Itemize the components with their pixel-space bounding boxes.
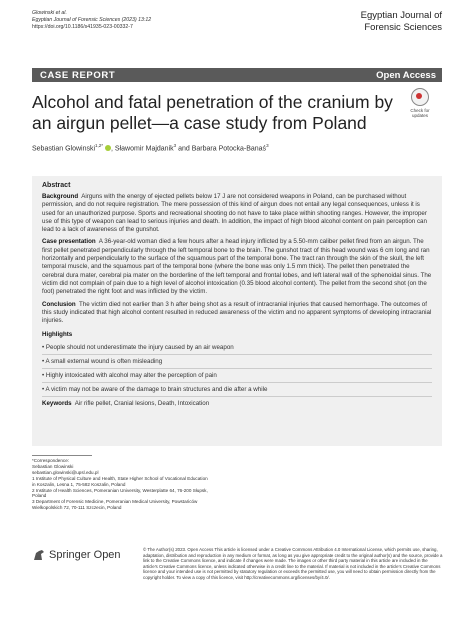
check-updates-icon: [411, 88, 429, 106]
journal-name: Egyptian Journal of Forensic Sciences: [360, 10, 442, 33]
highlight-item: • A small external wound is often misleading: [42, 358, 432, 369]
case-paragraph: Case presentation A 36-year-old woman died a few hours after a head injury inflicted by a 5.50-mm caliber pellet fired from an airgun. The first pellet penetrated perpendicularly through the left temporal bone to the brain. The gunshot tract of this head wound was 6 cm long and ran horizontally and perpendicularly to the surface of the squamous part of the temporal bone. The tract ran through the skin of the skull, the left temporal muscle, and the squamous part of the temporal bone (where the bone was only 1.5 mm thick). The pellet then penetrated the cerebral dura mater, cerebral pia mater on the borderline of the left temporal and frontal lobes, and left lateral wall of the sphenoidal sinus. The victim did not complain of pain due to a high level of alcohol intoxication (0.35 blood alcohol content). The pellet from the second shot (on the foot) penetrated the right foot and was inflicted by the victim.: [42, 238, 432, 296]
keywords-line: Keywords Air rifle pellet, Cranial lesions, Death, Intoxication: [42, 399, 210, 407]
article-title: Alcohol and fatal penetration of the cranium by an airgun pellet—a case study from Poland: [32, 92, 393, 133]
correspondence-email[interactable]: sebastian.glowinski@upsl.edu.pl: [32, 469, 99, 475]
publisher-name: Springer Open: [49, 548, 121, 561]
abstract-heading: Abstract: [42, 182, 71, 189]
abstract-box: [32, 176, 442, 446]
springer-horse-icon: [32, 548, 46, 562]
citation-meta: [32, 10, 151, 31]
author-name: Barbara Potocka-Banaś: [191, 145, 267, 153]
author-name: Sebastian Glowinski: [32, 145, 96, 153]
citation: Glowinski et al.: [32, 10, 67, 16]
background-paragraph: Background Airguns with the energy of ejected pellets below 17 J are not considered weapons in Poland, can be purchased without permission, and do not require registration. The mere possession of this kind of airgun does not entail any legal consequences, unless it is used for an unauthorized purpose. Sports and recreational shooting do not have to take place within shooting ranges. However, the improper use of this type of weapon can lead to serious injuries and death. In addition, the impact of high blood alcohol content on pain perception can lead to a lack of awareness of the gunshot.: [42, 193, 427, 234]
author-list: Sebastian Glowinski$^{1,2*}$ , Sławomir Majdanik$^3$ and Barbara Potocka-Banaś$^3$: [32, 143, 269, 153]
publisher-logo: [32, 548, 121, 562]
case-report-label: CASE REPORT: [40, 70, 116, 81]
highlight-item: • People should not underestimate the injury caused by an air weapon: [42, 344, 432, 355]
highlights-section: [42, 331, 432, 396]
highlights-heading: Highlights: [42, 331, 73, 339]
article-type-banner: [32, 68, 442, 82]
highlight-item: • A victim may not be aware of the damage to brain structures and die after a while: [42, 386, 432, 397]
open-access-label: Open Access: [376, 70, 436, 81]
footnotes: *Correspondence: Sebastian Glowinski sebastian.glowinski@upsl.edu.pl 1 Institute of Physical Culture and Health, State Higher School of Vocational Education in Koszalin, Lesna 1, 75-582 Koszalin, Poland 2 Institute of Health Sciences, Pomeranian University, Westerplatte 64, 76-200 Słupsk, Poland 3 Department of Forensic Medicine, Pomeranian Medical University, Powstańców Wielkopolskich 72, 70-111 Szczecin, Poland: [32, 458, 212, 511]
footnote-divider: [32, 455, 92, 456]
doi-link[interactable]: https://doi.org/10.1186/s41935-023-00332-7: [32, 24, 133, 30]
author-name: Sławomir Majdanik: [114, 145, 174, 153]
journal-year: Egyptian Journal of Forensic Sciences (2023) 13:12: [32, 17, 152, 23]
highlights-list: [42, 344, 432, 397]
license-text: © The Author(s) 2023. Open Access This article is licensed under a Creative Commons Attribution 4.0 International License, which permits use, sharing, adaptation, distribution and reproduction in any medium or format, as long as you give appropriate credit to the original author(s) and the source, provide a link to the Creative Commons licence, and indicate if changes were made. The images or other third party material in this article are included in the article's Creative Commons licence, unless indicated otherwise in a credit line to the material. If material is not included in the article's Creative Commons licence and your intended use is not permitted by statutory regulation or exceeds the permitted use, you will need to obtain permission directly from the copyright holder. To view a copy of this licence, visit http://creativecommons.org/licenses/by/4.0/.: [143, 547, 443, 580]
conclusion-paragraph: Conclusion The victim died not earlier than 3 h after being shot as a result of intracranial injuries that caused hemorrhage. The outcomes of this study indicated that high alcohol content resulted in reduced awareness of the victim and no apparent symptoms of developing intracranial injuries.: [42, 300, 432, 325]
check-for-updates-badge[interactable]: Check for updates: [404, 88, 436, 118]
orcid-icon[interactable]: [105, 145, 111, 151]
highlight-item: • Highly intoxicated with alcohol may alter the perception of pain: [42, 372, 432, 383]
